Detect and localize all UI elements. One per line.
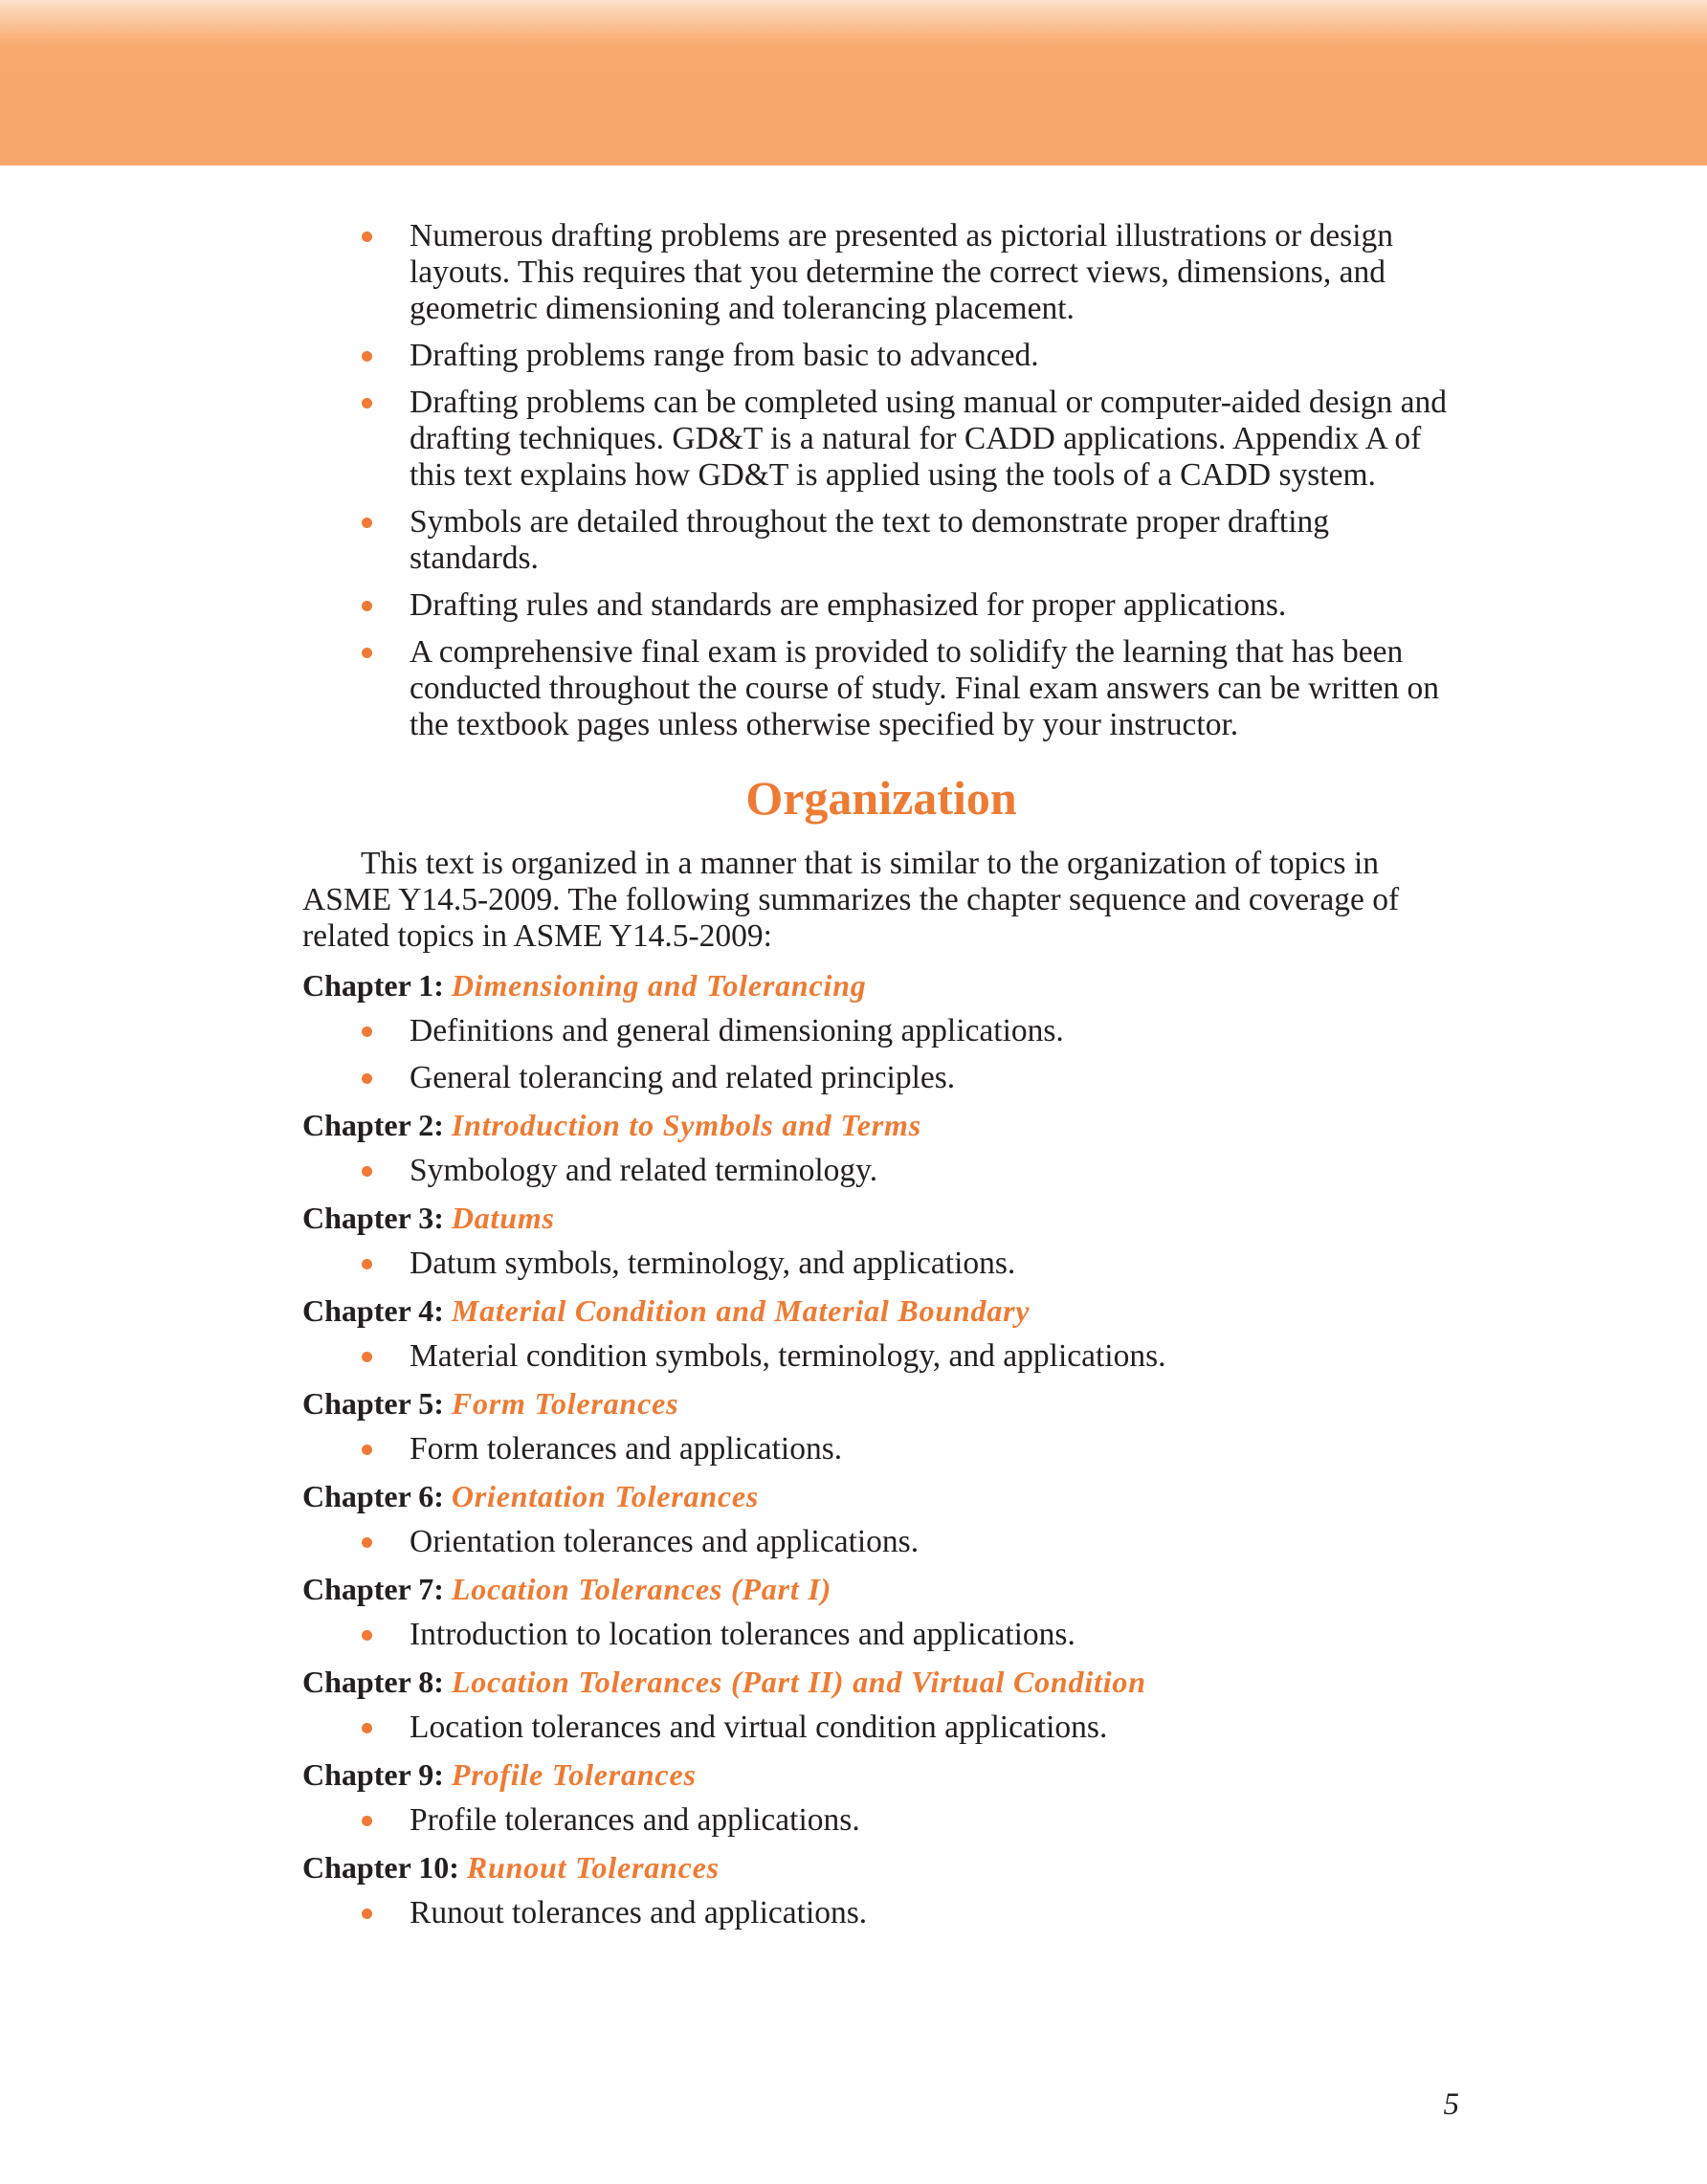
bullet-icon	[362, 1166, 372, 1177]
list-item-text: Datum symbols, terminology, and applications.	[410, 1246, 1016, 1281]
bullet-icon	[362, 232, 372, 242]
list-item-text: A comprehensive final exam is provided to solidify the learning that has been conducted throughout the course of study. Final exam answers can be written on the textbook pages unless otherwise specified by your instructor.	[410, 634, 1440, 742]
chapter-title: Form Tolerances	[451, 1386, 679, 1421]
list-item-text: Material condition symbols, terminology, and applications.	[410, 1338, 1166, 1374]
list-item	[302, 1153, 1460, 1189]
chapter-topic-list	[302, 1617, 1460, 1653]
chapter-heading	[302, 1292, 1460, 1329]
bullet-icon	[362, 518, 372, 528]
list-item-text: Form tolerances and applications.	[410, 1431, 843, 1467]
chapter-block	[302, 1756, 1460, 1839]
list-item	[302, 587, 1460, 624]
list-item-text: General tolerancing and related principles.	[410, 1060, 956, 1095]
list-item	[302, 1013, 1460, 1049]
chapter-label: Chapter 3:	[302, 1201, 444, 1235]
chapter-block	[302, 1571, 1460, 1653]
list-item-text: Introduction to location tolerances and applications.	[410, 1617, 1075, 1652]
bullet-icon	[362, 1026, 372, 1037]
list-item	[302, 1617, 1460, 1653]
bullet-icon	[362, 648, 372, 658]
bullet-icon	[362, 601, 372, 611]
chapter-label: Chapter 7:	[302, 1572, 444, 1606]
chapter-block	[302, 967, 1460, 1096]
chapter-topic-list	[302, 1524, 1460, 1560]
list-item	[302, 218, 1460, 327]
chapter-title: Introduction to Symbols and Terms	[451, 1108, 921, 1142]
list-item	[302, 385, 1460, 494]
list-item	[302, 1060, 1460, 1096]
page-number: 5	[1443, 2087, 1459, 2122]
chapter-block	[302, 1664, 1460, 1746]
bullet-icon	[362, 1259, 372, 1269]
chapter-title: Location Tolerances (Part II) and Virtual Condition	[451, 1665, 1146, 1699]
header-band	[0, 0, 1707, 165]
intro-paragraph: This text is organized in a manner that is similar to the organization of topics in ASME Y14.5-2009. The following summarizes the chapter sequence and coverage of related topics in ASME Y14.5-2009:	[302, 846, 1400, 954]
chapter-block	[302, 1849, 1460, 1931]
chapter-title: Material Condition and Material Boundary	[451, 1293, 1031, 1328]
chapter-heading	[302, 1664, 1460, 1700]
bullet-icon	[362, 1073, 372, 1084]
bullet-icon	[362, 351, 372, 362]
chapter-topic-list	[302, 1338, 1460, 1375]
bullet-icon	[362, 1816, 372, 1826]
list-item	[302, 338, 1460, 374]
list-item-text: Profile tolerances and applications.	[410, 1802, 860, 1838]
list-item	[302, 1895, 1460, 1931]
chapter-topic-list	[302, 1246, 1460, 1282]
chapter-topic-list	[302, 1013, 1460, 1096]
list-item-text: Symbology and related terminology.	[410, 1153, 878, 1188]
bullet-icon	[362, 1723, 372, 1733]
chapter-title: Datums	[451, 1201, 555, 1235]
list-item	[302, 1431, 1460, 1467]
list-item	[302, 634, 1460, 743]
chapter-label: Chapter 2:	[302, 1108, 444, 1142]
chapter-title: Profile Tolerances	[451, 1757, 697, 1792]
chapter-heading	[302, 1756, 1460, 1793]
list-item-text: Runout tolerances and applications.	[410, 1895, 868, 1930]
list-item-text: Drafting rules and standards are emphasized for proper applications.	[410, 587, 1287, 623]
chapter-heading	[302, 1107, 1460, 1143]
chapter-label: Chapter 4:	[302, 1293, 444, 1328]
chapter-label: Chapter 1:	[302, 968, 444, 1003]
chapter-heading	[302, 1849, 1460, 1886]
chapter-heading	[302, 1385, 1460, 1422]
chapter-label: Chapter 9:	[302, 1757, 444, 1792]
bullet-icon	[362, 1908, 372, 1919]
chapter-block	[302, 1292, 1460, 1375]
chapter-topic-list	[302, 1153, 1460, 1189]
section-title: Organization	[745, 771, 1017, 825]
list-item	[302, 1338, 1460, 1375]
list-item-text: Orientation tolerances and applications.	[410, 1524, 920, 1559]
chapter-label: Chapter 10:	[302, 1850, 459, 1885]
bullet-icon	[362, 1537, 372, 1548]
chapter-block	[302, 1200, 1460, 1282]
chapter-heading	[302, 1200, 1460, 1236]
page-content	[302, 218, 1460, 1942]
list-item-text: Drafting problems can be completed using manual or computer-aided design and drafting techniques. GD&T is a natural for CADD applications. Appendix A of this text explains how GD&T is applied using the tools of a CADD system.	[410, 385, 1448, 493]
chapter-label: Chapter 6:	[302, 1479, 444, 1513]
chapter-topic-list	[302, 1431, 1460, 1467]
chapter-label: Chapter 5:	[302, 1386, 444, 1421]
chapter-topic-list	[302, 1710, 1460, 1746]
bullet-icon	[362, 398, 372, 408]
chapter-topic-list	[302, 1802, 1460, 1839]
chapter-title: Orientation Tolerances	[451, 1479, 760, 1513]
list-item	[302, 1710, 1460, 1746]
feature-list	[302, 218, 1460, 743]
bullet-icon	[362, 1352, 372, 1362]
chapter-title: Location Tolerances (Part I)	[451, 1572, 832, 1606]
list-item	[302, 504, 1460, 577]
chapter-title: Dimensioning and Tolerancing	[451, 968, 867, 1003]
chapter-title: Runout Tolerances	[466, 1850, 720, 1885]
chapter-heading	[302, 1478, 1460, 1514]
chapter-block	[302, 1107, 1460, 1189]
chapter-topic-list	[302, 1895, 1460, 1931]
bullet-icon	[362, 1630, 372, 1641]
chapter-block	[302, 1385, 1460, 1467]
chapter-heading	[302, 1571, 1460, 1607]
list-item	[302, 1524, 1460, 1560]
list-item	[302, 1802, 1460, 1839]
chapter-heading	[302, 967, 1460, 1004]
bullet-icon	[362, 1445, 372, 1455]
list-item-text: Symbols are detailed throughout the text to demonstrate proper drafting standards.	[410, 504, 1330, 576]
list-item	[302, 1246, 1460, 1282]
chapter-label: Chapter 8:	[302, 1665, 444, 1699]
chapter-block	[302, 1478, 1460, 1560]
list-item-text: Drafting problems range from basic to advanced.	[410, 338, 1039, 373]
list-item-text: Location tolerances and virtual condition applications.	[410, 1710, 1108, 1745]
list-item-text: Definitions and general dimensioning applications.	[410, 1013, 1064, 1048]
list-item-text: Numerous drafting problems are presented as pictorial illustrations or design layouts. This requires that you determine the correct views, dimensions, and geometric dimensioning and tolerancing placement.	[410, 218, 1393, 326]
